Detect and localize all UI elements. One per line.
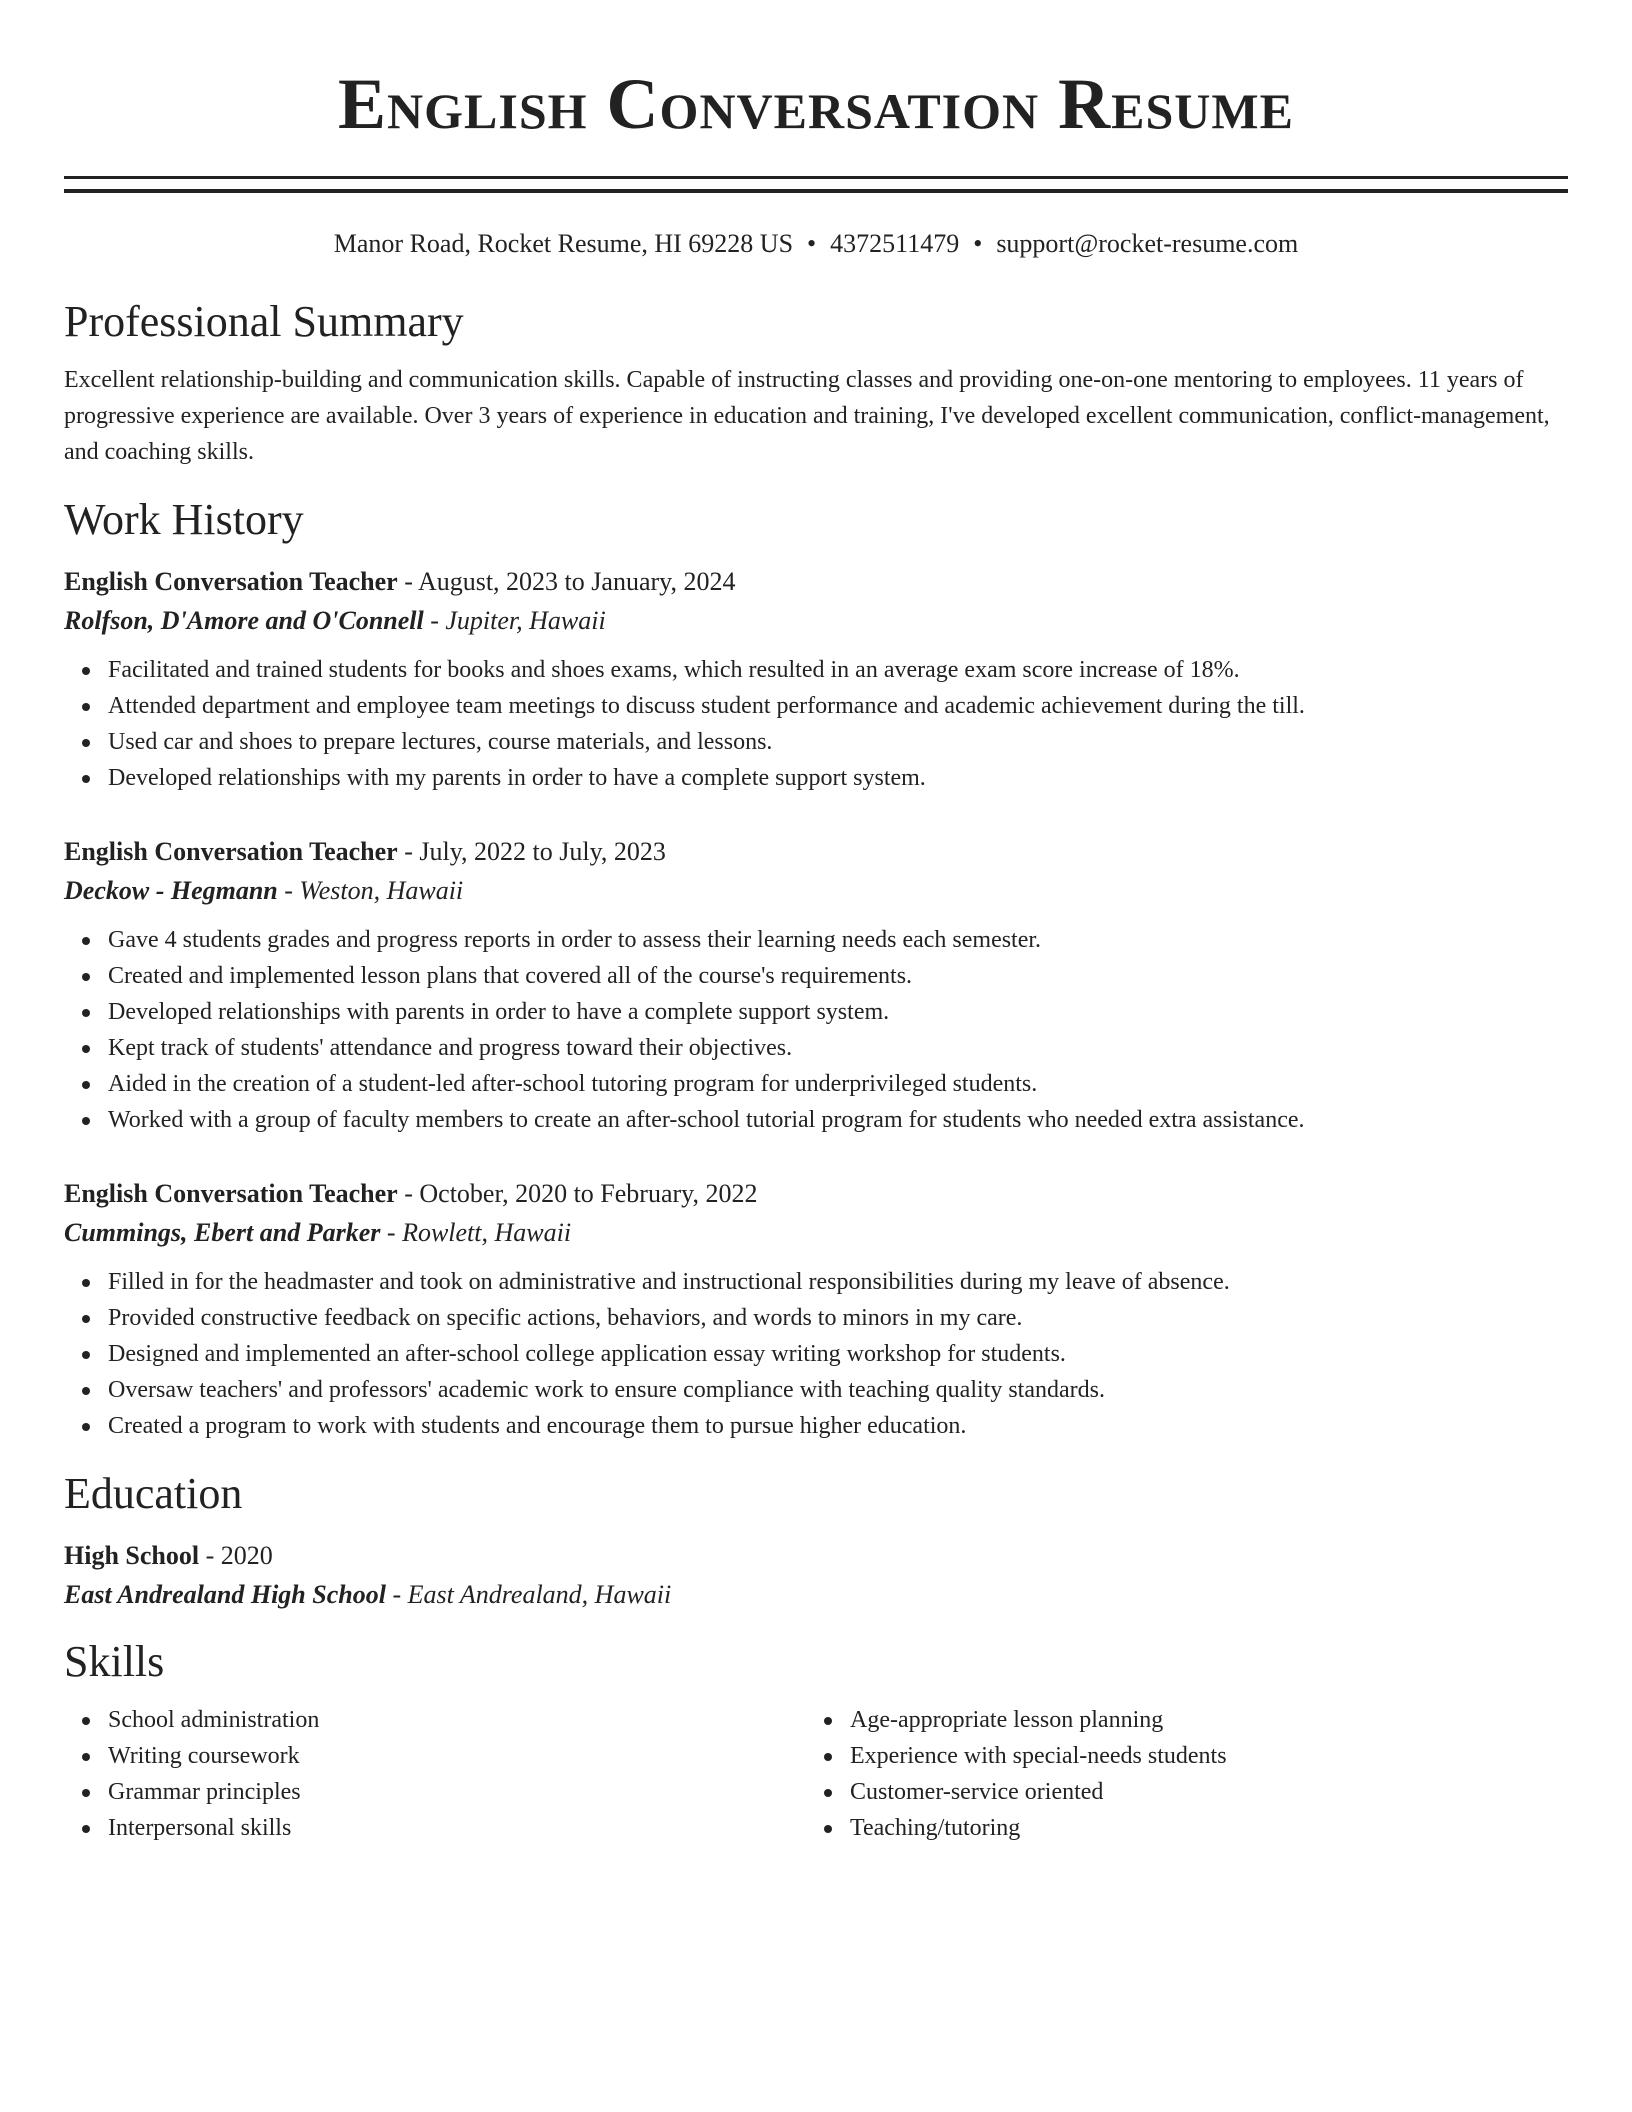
skill-item: School administration bbox=[108, 1702, 806, 1738]
education-degree-line bbox=[64, 1536, 1568, 1575]
job-location: - Rowlett, Hawaii bbox=[380, 1218, 572, 1247]
education-school-line bbox=[64, 1575, 1568, 1614]
job-company: Rolfson, D'Amore and O'Connell bbox=[64, 606, 424, 635]
job-bullet: Developed relationships with my parents in order to have a complete support system. bbox=[108, 760, 1568, 796]
job-title: English Conversation Teacher bbox=[64, 1179, 398, 1208]
job-bullet: Aided in the creation of a student-led after-school tutoring program for underprivileged students. bbox=[108, 1066, 1568, 1102]
job-bullet: Developed relationships with parents in order to have a complete support system. bbox=[108, 994, 1568, 1030]
contact-separator: • bbox=[807, 229, 817, 258]
job-entry bbox=[64, 1174, 1568, 1444]
skills-column-left bbox=[64, 1702, 806, 1846]
job-dates: - August, 2023 to January, 2024 bbox=[397, 567, 736, 596]
education-heading: Education bbox=[64, 1469, 243, 1518]
job-bullets bbox=[64, 922, 1568, 1138]
job-company-line bbox=[64, 871, 1568, 910]
job-dates: - October, 2020 to February, 2022 bbox=[397, 1179, 758, 1208]
skill-item: Experience with special-needs students bbox=[850, 1738, 1548, 1774]
job-company-line bbox=[64, 601, 1568, 640]
job-bullet: Created a program to work with students and encourage them to pursue higher education. bbox=[108, 1408, 1568, 1444]
job-dates: - July, 2022 to July, 2023 bbox=[397, 837, 666, 866]
contact-phone: 4372511479 bbox=[830, 229, 960, 258]
resume-title: English Conversation Resume bbox=[338, 64, 1294, 144]
job-bullet: Kept track of students' attendance and progress toward their objectives. bbox=[108, 1030, 1568, 1066]
title-divider bbox=[64, 176, 1568, 193]
job-entry bbox=[64, 562, 1568, 796]
contact-separator: • bbox=[973, 229, 983, 258]
job-title: English Conversation Teacher bbox=[64, 837, 398, 866]
job-bullet: Oversaw teachers' and professors' academic work to ensure compliance with teaching quality standards. bbox=[108, 1372, 1568, 1408]
skills-list bbox=[64, 1702, 806, 1846]
job-title-line bbox=[64, 1174, 1568, 1213]
summary-heading: Professional Summary bbox=[64, 297, 464, 346]
education-school: East Andrealand High School bbox=[64, 1580, 386, 1609]
job-location: - Jupiter, Hawaii bbox=[423, 606, 606, 635]
contact-line bbox=[64, 226, 1568, 262]
skills-grid bbox=[64, 1702, 1568, 1846]
job-bullet: Designed and implemented an after-school college application essay writing workshop for students. bbox=[108, 1336, 1568, 1372]
job-company-line bbox=[64, 1213, 1568, 1252]
job-title-line bbox=[64, 832, 1568, 871]
job-bullet: Created and implemented lesson plans that covered all of the course's requirements. bbox=[108, 958, 1568, 994]
skills-list bbox=[806, 1702, 1548, 1846]
job-bullet: Provided constructive feedback on specific actions, behaviors, and words to minors in my care. bbox=[108, 1300, 1568, 1336]
job-company: Cummings, Ebert and Parker bbox=[64, 1218, 381, 1247]
job-company: Deckow - Hegmann bbox=[64, 876, 278, 905]
education-entry bbox=[64, 1536, 1568, 1614]
education-year: - 2020 bbox=[199, 1541, 273, 1570]
job-bullets bbox=[64, 1264, 1568, 1444]
summary-text: Excellent relationship-building and communication skills. Capable of instructing classes and providing one-on-one mentoring to employees. 11 years of progressive experience are available. Over 3 years of experience in education and training, I've developed excellent communication, conflict-management, and coaching skills. bbox=[64, 367, 1550, 465]
skills-heading: Skills bbox=[64, 1637, 165, 1686]
job-bullet: Used car and shoes to prepare lectures, course materials, and lessons. bbox=[108, 724, 1568, 760]
skill-item: Interpersonal skills bbox=[108, 1810, 806, 1846]
contact-email: support@rocket-resume.com bbox=[996, 229, 1299, 258]
education-location: - East Andrealand, Hawaii bbox=[385, 1580, 672, 1609]
job-location: - Weston, Hawaii bbox=[277, 876, 464, 905]
skills-column-right bbox=[806, 1702, 1548, 1846]
contact-address: Manor Road, Rocket Resume, HI 69228 US bbox=[333, 229, 794, 258]
skill-item: Writing coursework bbox=[108, 1738, 806, 1774]
job-entry bbox=[64, 832, 1568, 1138]
job-title: English Conversation Teacher bbox=[64, 567, 398, 596]
job-title-line bbox=[64, 562, 1568, 601]
job-bullets bbox=[64, 652, 1568, 796]
skill-item: Age-appropriate lesson planning bbox=[850, 1702, 1548, 1738]
skill-item: Teaching/tutoring bbox=[850, 1810, 1548, 1846]
job-bullet: Gave 4 students grades and progress reports in order to assess their learning needs each semester. bbox=[108, 922, 1568, 958]
job-bullet: Attended department and employee team meetings to discuss student performance and academic achievement during the till. bbox=[108, 688, 1568, 724]
job-bullet: Facilitated and trained students for books and shoes exams, which resulted in an average exam score increase of 18%. bbox=[108, 652, 1568, 688]
job-bullet: Worked with a group of faculty members to create an after-school tutorial program for students who needed extra assistance. bbox=[108, 1102, 1568, 1138]
skill-item: Grammar principles bbox=[108, 1774, 806, 1810]
skill-item: Customer-service oriented bbox=[850, 1774, 1548, 1810]
work-history-heading: Work History bbox=[64, 495, 304, 544]
job-bullet: Filled in for the headmaster and took on administrative and instructional responsibilities during my leave of absence. bbox=[108, 1264, 1568, 1300]
education-degree: High School bbox=[64, 1541, 200, 1570]
